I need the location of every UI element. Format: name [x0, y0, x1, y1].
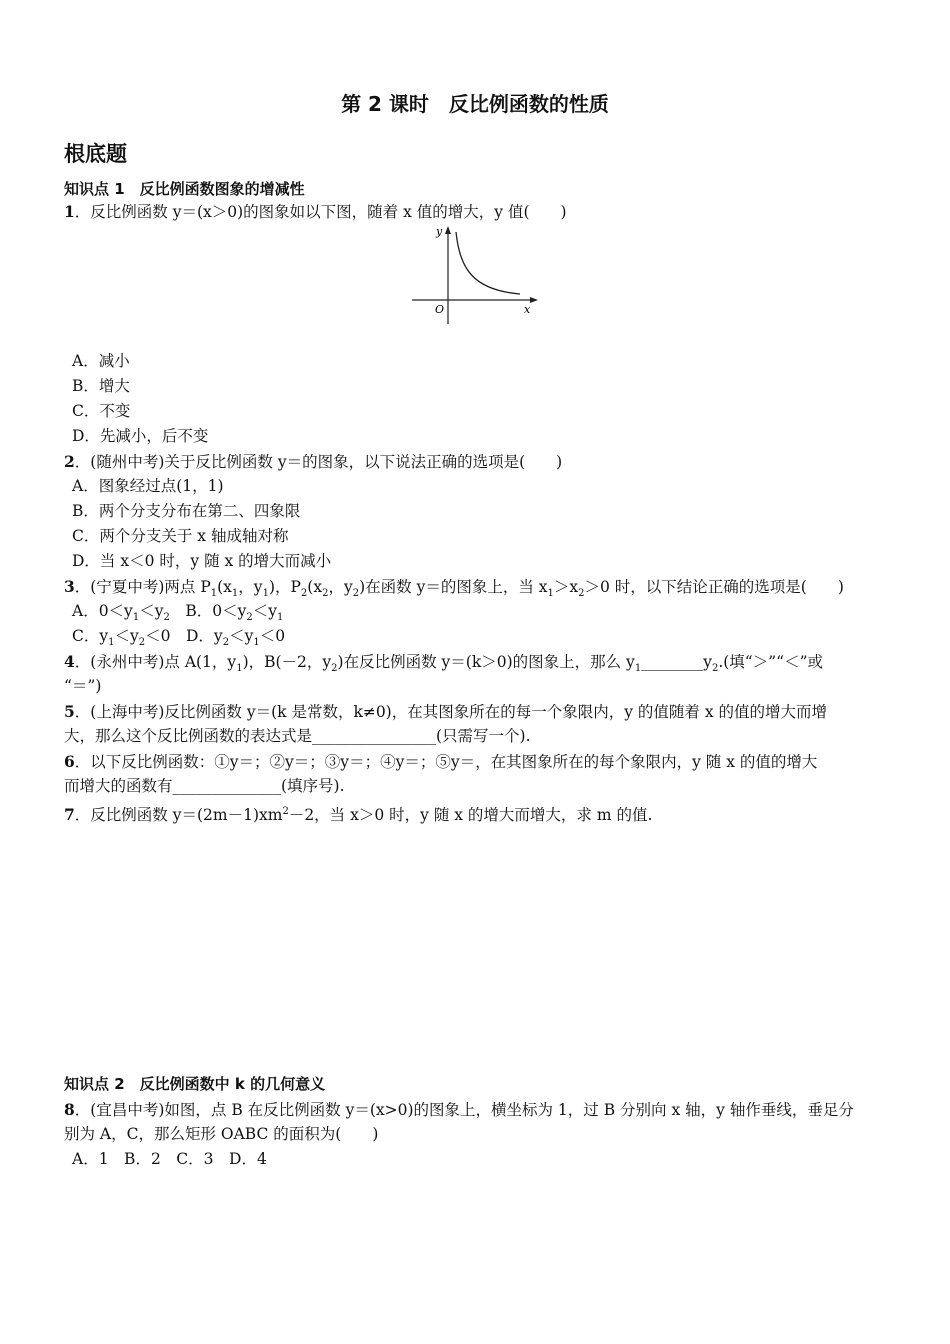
q1-option-c: C．不变	[72, 402, 131, 420]
q2-option-c: C．两个分支关于 x 轴成轴对称	[72, 527, 289, 545]
q2-option-b: B．两个分支分布在第二、四象限	[72, 502, 301, 520]
question-1: 1．反比例函数 y＝(x＞0)的图象如以下图，随着 x 值的增大，y 值( )	[64, 202, 567, 221]
question-3: 3．(宁夏中考)两点 $P_1(x_1$，$y_1$)，$P_2(x_2$，$y_2$)在函数 y＝的图象上，当 $x_1>x_2>0$ 时，以下结论正确的选项是( )	[64, 577, 844, 600]
q8-options: A．1 B．2 C．3 D．4	[72, 1150, 267, 1168]
hyperbola-curve	[456, 232, 520, 294]
question-5: 5．(上海中考)反比例函数 y＝(k 是常数，k≠0)，在其图象所在的每一个象限内，y 的值随着 x 的值的增大而增	[64, 702, 828, 721]
question-2: 2．(随州中考)关于反比例函数 y＝的图象，以下说法正确的选项是( )	[64, 452, 563, 471]
question-4: 4．(永州中考)点 A(1，$y_1$)，B(－2，$y_2$)在反比例函数 y＝(k＞0)的图象上，那么 $y_1\_\_\_\_\_\_\_\_y_2$.(填“＞”“＜”或	[64, 652, 823, 675]
q3-options-cd: C．$y_1<y_2<0$ D．$y_2<y_1<0$	[72, 627, 286, 649]
y-axis-arrow	[445, 226, 451, 234]
q1-option-b: B．增大	[72, 377, 130, 395]
q1-option-a: A．减小	[72, 352, 130, 370]
knowledge-point-1-heading: 知识点 1 反比例函数图象的增减性	[64, 180, 305, 198]
question-8: 8．(宜昌中考)如图，点 B 在反比例函数 y＝(x>0)的图象上，横坐标为 1，过 B 分别向 x 轴，y 轴作垂线，垂足分	[64, 1100, 854, 1119]
question-6: 6．以下反比例函数：①y＝；②y＝；③y＝；④y＝；⑤y＝，在其图象所在的每个象限内，y 随 x 的值的增大	[64, 752, 818, 771]
question-5-continued: 大，那么这个反比例函数的表达式是________________(只需写一个).	[64, 727, 531, 745]
q2-option-d: D．当 x＜0 时，y 随 x 的增大而减小	[72, 552, 332, 570]
q1-function-graph	[408, 224, 544, 330]
page-title: 第 2 课时 反比例函数的性质	[341, 92, 609, 116]
origin-label: O	[435, 303, 445, 316]
question-7: 7．反比例函数 $y=(2m-1)xm^2-2$，当 x＞0 时，y 随 x 的增大而增大，求 m 的值.	[64, 805, 653, 825]
q1-option-d: D．先减小，后不变	[72, 427, 209, 445]
question-6-continued: 而增大的函数有______________(填序号).	[64, 777, 345, 795]
question-8-continued: 别为 A，C，那么矩形 OABC 的面积为( )	[64, 1125, 379, 1143]
question-4-continued: “＝”)	[64, 677, 102, 695]
q3-options-ab: A．$0<y_1<y_2$ B．$0<y_2<y_1$	[72, 602, 284, 624]
q2-option-a: A．图象经过点(1，1)	[72, 477, 224, 495]
x-axis-arrow	[530, 297, 538, 303]
section-heading: 根底题	[64, 142, 127, 166]
x-axis-label: x	[524, 303, 531, 316]
y-axis-label: y	[436, 225, 443, 238]
knowledge-point-2-heading: 知识点 2 反比例函数中 k 的几何意义	[64, 1075, 326, 1093]
